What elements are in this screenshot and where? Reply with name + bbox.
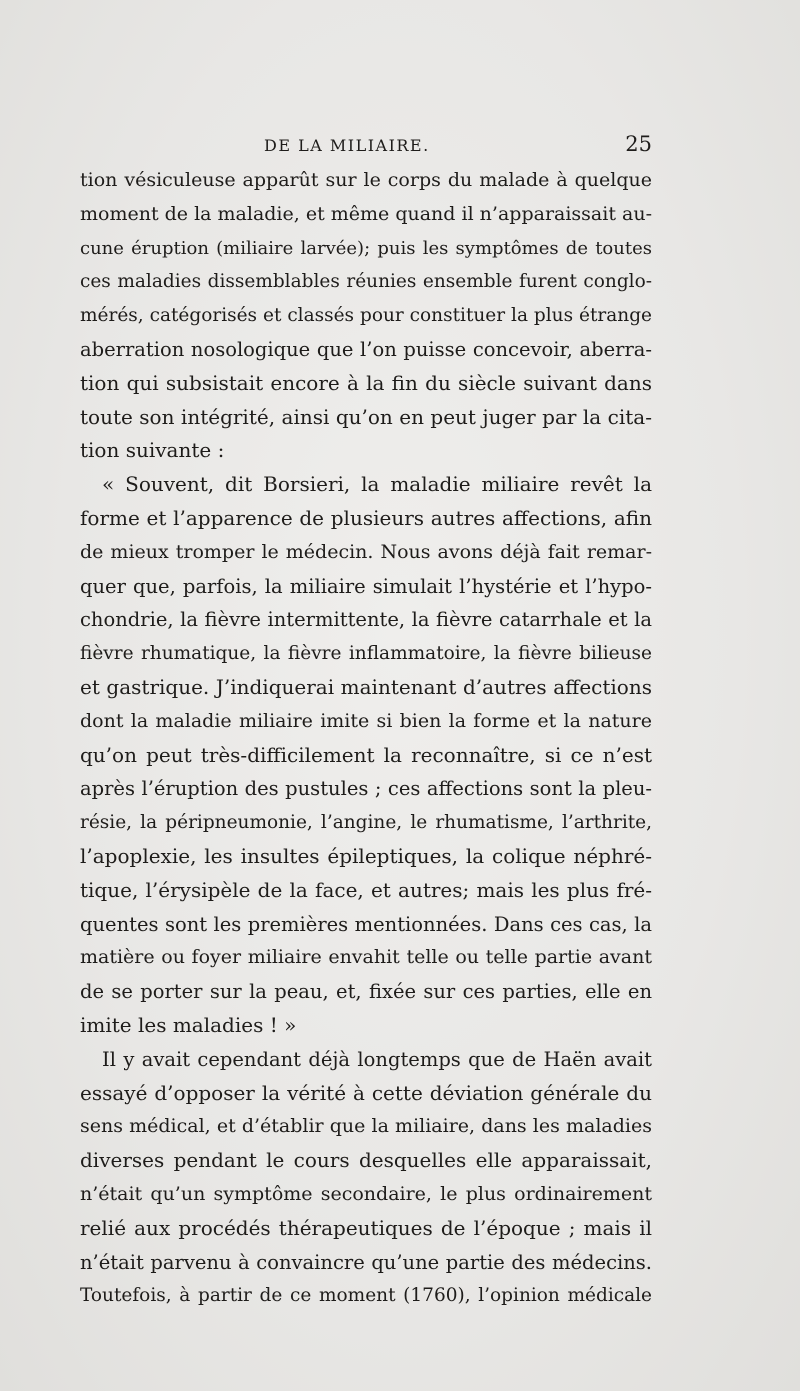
running-title: DE LA MILIAIRE.: [264, 136, 430, 155]
text-line: diverses pendant le cours desquelles elle apparaissait,: [80, 1148, 652, 1173]
text-line: moment de la maladie, et même quand il n’apparaissait au-: [80, 202, 652, 225]
text-line: chondrie, la fièvre intermittente, la fièvre catarrhale et la: [80, 608, 652, 632]
text-line: mérés, catégorisés et classés pour constituer la plus étrange: [80, 305, 652, 327]
text-line: aberration nosologique que l’on puisse concevoir, aberra-: [80, 337, 652, 361]
text-line: n’était parvenu à convaincre qu’une partie des médecins.: [80, 1250, 652, 1274]
text-line: quentes sont les premières mentionnées. Dans ces cas, la: [80, 912, 652, 936]
text-line: ces maladies dissemblables réunies ensemble furent conglo-: [80, 271, 652, 293]
text-line: résie, la péripneumonie, l’angine, le rhumatisme, l’arthrite,: [80, 812, 652, 834]
text-line: de mieux tromper le médecin. Nous avons déjà fait remar-: [80, 540, 652, 563]
text-line: après l’éruption des pustules ; ces affections sont la pleu-: [80, 777, 652, 801]
text-line: n’était qu’un symptôme secondaire, le plus ordinairement: [80, 1182, 652, 1205]
text-line: Toutefois, à partir de ce moment (1760), l’opinion médicale: [80, 1285, 652, 1307]
body-text: [80, 164, 652, 1313]
text-line: tion vésiculeuse apparût sur le corps du malade à quelque: [80, 169, 652, 191]
running-head: [80, 134, 652, 158]
text-line: quer que, parfois, la miliaire simulait l’hystérie et l’hypo-: [80, 574, 652, 598]
text-line: essayé d’opposer la vérité à cette déviation générale du: [80, 1080, 652, 1105]
text-line: cune éruption (miliaire larvée); puis les symptômes de toutes: [80, 237, 652, 259]
text-line: Il y avait cependant déjà longtemps que de Haën avait: [102, 1047, 652, 1071]
text-line: « Souvent, dit Borsieri, la maladie miliaire revêt la: [102, 472, 652, 497]
text-line: relié aux procédés thérapeutiques de l’époque ; mais il: [80, 1215, 652, 1240]
text-line: qu’on peut très-difficilement la reconnaître, si ce n’est: [80, 742, 652, 767]
text-line: l’apoplexie, les insultes épileptiques, la colique néphré-: [80, 843, 652, 868]
text-line: forme et l’apparence de plusieurs autres affections, afin: [80, 505, 652, 530]
text-line: toute son intégrité, ainsi qu’on en peut juger par la cita-: [80, 404, 652, 429]
text-line: tique, l’érysipèle de la face, et autres; mais les plus fré-: [80, 877, 652, 902]
page-number: 25: [625, 132, 652, 156]
text-line: fièvre rhumatique, la fièvre inflammatoire, la fièvre bilieuse: [80, 643, 652, 665]
text-line: tion qui subsistait encore à la fin du siècle suivant dans: [80, 370, 652, 395]
text-line: imite les maladies ! »: [80, 1012, 297, 1037]
text-line: tion suivante :: [80, 438, 225, 463]
text-line: de se porter sur la peau, et, fixée sur ces parties, elle en: [80, 980, 652, 1004]
text-line: sens médical, et d’établir que la miliaire, dans les maladies: [80, 1115, 652, 1138]
text-line: et gastrique. J’indiquerai maintenant d’autres affections: [80, 674, 652, 699]
text-line: matière ou foyer miliaire envahit telle ou telle partie avant: [80, 946, 652, 969]
text-line: dont la maladie miliaire imite si bien la forme et la nature: [80, 709, 652, 732]
